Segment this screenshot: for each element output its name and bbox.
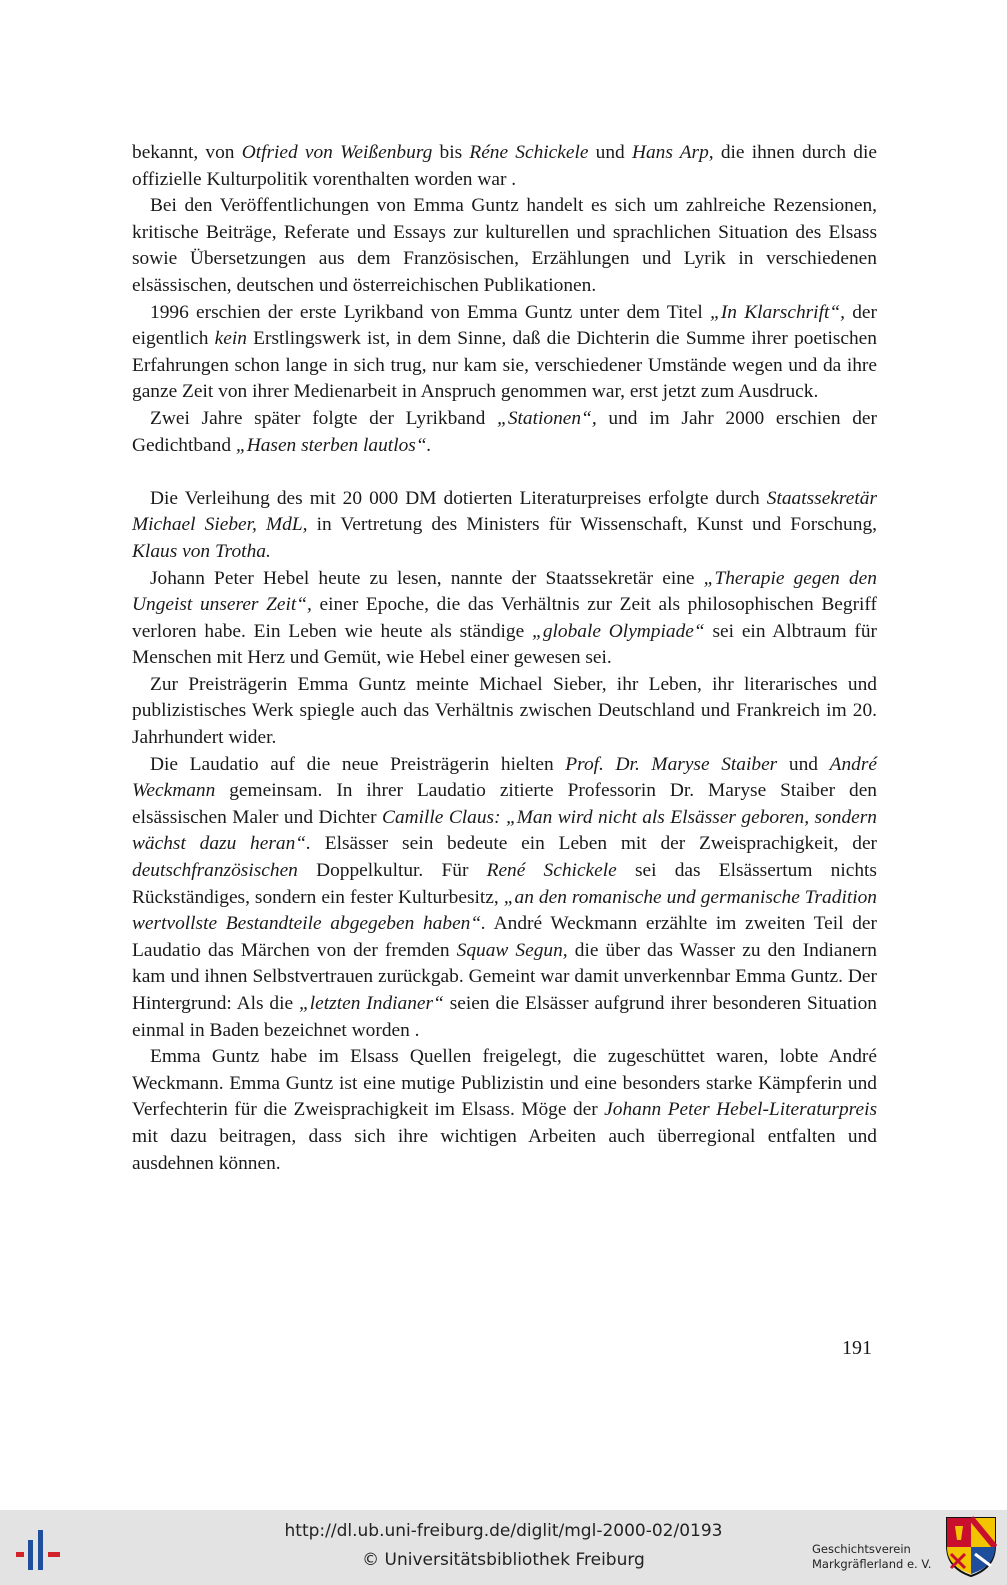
italic-run: Prof. Dr. Maryse Staiber [565, 753, 778, 775]
text-run: Elsässer sein bedeute ein Leben mit der Zweisprachigkeit, der [310, 833, 878, 855]
paragraph-3 [132, 300, 877, 406]
text-run: und im Jahr 2000 erschien der Gedichtband [132, 407, 877, 456]
page-number: 191 [842, 1337, 872, 1359]
italic-run: Otfried von Weißenburg [241, 142, 433, 163]
text-run: einer Epoche, die das Verhältnis zur Zeit als philosophischen Begriff verloren habe. Ein Leben wie heute als ständige [132, 594, 877, 642]
italic-run: Squaw Segun, [456, 939, 568, 961]
text-run: Erstlingswerk ist, in dem Sinne, daß die Dichterin die Summe ihrer poetischen Erfahrungen schon lange in sich trug, nur kam sie, verschiedener Umstände wegen und da ihre ganze Zeit von ihrer Medienarbeit in Anspruch genommen war, erst jetzt zum Ausdruck. [132, 328, 877, 403]
society-name-line-2: Markgräflerland e. V. [812, 1557, 932, 1571]
italic-run: „an den romanische und germanische Tradition wertvollste Bestandteile abgegeben haben“. [132, 886, 878, 935]
text-run: der eigentlich [132, 301, 877, 350]
italic-run: „Hasen sterben lautlos“. [235, 434, 432, 456]
paragraph-8 [132, 752, 877, 1045]
italic-run: Camille Claus: „Man wird nicht als Elsässer geboren, sondern wächst dazu heran“. [132, 806, 877, 855]
text-run: sei das Elsässertum nichts Rückständiges, sondern ein fester Kulturbesitz, [132, 860, 877, 908]
italic-run: „letzten Indianer“ [299, 993, 444, 1014]
text-run: bekannt, von [132, 142, 242, 163]
society-name-line-1: Geschichtsverein [812, 1542, 911, 1556]
text-run: mit dazu beitragen, dass sich ihre wichtigen Arbeiten auch überregional entfalten und ausdehnen können. [132, 1125, 877, 1174]
text-run: gemeinsam. In ihrer Laudatio zitierte Professorin Dr. Maryse Staiber den elsässischen Maler und Dichter [132, 780, 877, 828]
source-url-link[interactable]: http://dl.ub.uni-freiburg.de/diglit/mgl-2000-02/0193 [284, 1521, 723, 1541]
text-run: sei ein Albtraum für Menschen mit Herz und Gemüt, wie Hebel einer gewesen sei. [132, 620, 877, 669]
text-run: Johann Peter Hebel heute zu lesen, nannte der Staatssekretär eine [150, 567, 704, 589]
text-run: Bei den Veröffentlichungen von Emma Guntz handelt es sich um zahlreiche Rezensionen, kritische Beiträge, Referate und Essays zur kulturellen und sprachlichen Situation des Elsass sowie Übersetzungen aus dem Französischen, Erzählungen und Lyrik in verschiedenen elsässischen, deutschen und österreichischen Publikationen. [132, 195, 877, 296]
italic-run: Johann Peter Hebel-Literaturpreis [604, 1099, 878, 1121]
text-run: in Vertretung des Ministers für Wissenschaft, Kunst und Forschung, [307, 514, 877, 536]
text-run: und [777, 753, 830, 775]
text-run: bis [432, 142, 470, 163]
society-name [812, 1542, 931, 1572]
footer-bar [0, 1510, 1007, 1585]
paragraph-4 [132, 406, 877, 459]
italic-run: „In Klarschrift“, [710, 301, 845, 323]
text-run: die über das Wasser zu den Indianern kam und ihnen Selbstvertrauen zurückgab. Gemeint war damit unverkennbar Emma Guntz. Der Hintergrund: Als die [132, 939, 877, 1014]
paragraph-5 [132, 486, 877, 566]
italic-run: André Weckmann [132, 753, 877, 802]
text-run: und [588, 142, 632, 163]
text-run: Die Verleihung des mit 20 000 DM dotierten Literaturpreises erfolgte durch [150, 487, 767, 509]
paragraph-9 [132, 1044, 877, 1177]
italic-run: deutschfranzösischen [132, 860, 298, 882]
italic-run: „Stationen“, [497, 407, 597, 429]
text-run: Emma Guntz habe im Elsass Quellen freigelegt, die zugeschüttet waren, lobte André Weckmann. Emma Guntz ist eine mutige Publizistin und eine besonders starke Kämpferin und Verfechterin für die Zweisprachigkeit im Elsass. Möge der [132, 1046, 877, 1121]
italic-run: Staatssekretär Michael Sieber, MdL, [132, 487, 877, 536]
text-run: die ihnen durch die offizielle Kulturpolitik vorenthalten worden war . [132, 142, 877, 190]
italic-run: Klaus von Trotha. [132, 540, 271, 562]
text-run: 1996 erschien der erste Lyrikband von Emma Guntz unter dem Titel [150, 301, 711, 323]
text-run: Die Laudatio auf die neue Preisträgerin hielten [150, 753, 566, 775]
text-run: seien die Elsässer aufgrund ihrer besonderen Situation einmal in Baden bezeichnet worden . [132, 993, 877, 1041]
italic-run: „Therapie gegen den Ungeist unserer Zeit“, [132, 567, 877, 616]
paragraph-1 [132, 140, 877, 193]
article-body [132, 140, 877, 1177]
text-run: Zwei Jahre später folgte der Lyrikband [150, 407, 498, 429]
text-run: André Weckmann erzählte im zweiten Teil der Laudatio das Märchen von der fremden [132, 913, 877, 961]
italic-run: Réne Schickele [469, 142, 589, 163]
italic-run: kein [214, 328, 247, 350]
italic-run: „globale Olympiade“ [532, 620, 705, 642]
paragraph-2 [132, 193, 877, 299]
paragraph-7 [132, 672, 877, 752]
paragraph-6 [132, 566, 877, 672]
text-run: Zur Preisträgerin Emma Guntz meinte Michael Sieber, ihr Leben, ihr literarisches und publizistisches Werk spiegle auch das Verhältnis zwischen Deutschland und Frankreich im 20. Jahrhundert wider. [132, 673, 877, 749]
copyright-text: © Universitätsbibliothek Freiburg [362, 1550, 645, 1570]
coat-of-arms-icon [945, 1516, 997, 1578]
italic-run: Hans Arp, [631, 142, 714, 163]
italic-run: René Schickele [486, 860, 617, 882]
text-run: Doppelkultur. Für [297, 860, 487, 882]
